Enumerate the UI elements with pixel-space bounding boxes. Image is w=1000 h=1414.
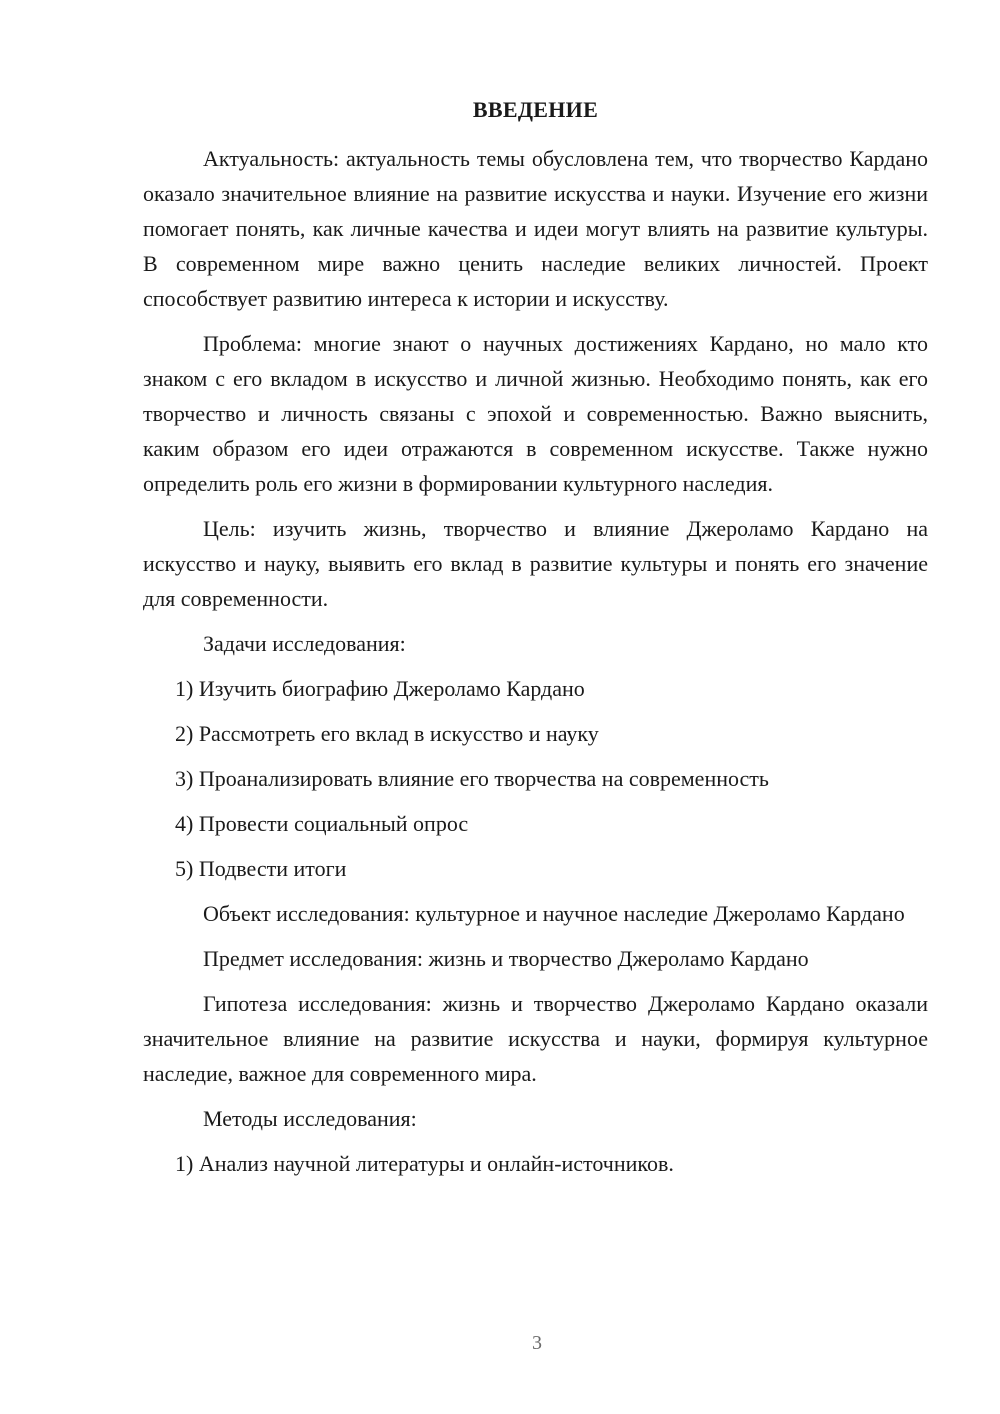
list-item: 4) Провести социальный опрос [175,811,469,836]
object-paragraph: Объект исследования: культурное и научное наследие Джероламо Кардано [203,901,905,926]
hypothesis-paragraph: Гипотеза исследования: жизнь и творчество Джероламо Кардано оказали значительное влияние на развитие искусства и науки, формируя культурное наследие, важное для современного мира. [143,991,928,1086]
tasks-label: Задачи исследования: [203,631,406,656]
section-heading: ВВЕДЕНИЕ [472,97,599,122]
list-item: 1) Изучить биографию Джероламо Кардано [175,676,585,701]
methods-list [143,1146,928,1181]
relevance-paragraph: Актуальность: актуальность темы обусловлена тем, что творчество Кардано оказало значительное влияние на развитие искусства и науки. Изучение его жизни помогает понять, как личные качества и идеи могут влиять на развитие культуры. В современном мире важно ценить наследие великих личностей. Проект способствует развитию интереса к истории и искусству. [143,146,928,311]
list-item: 1) Анализ научной литературы и онлайн-источников. [175,1151,674,1176]
list-item: 3) Проанализировать влияние его творчества на современность [175,766,769,791]
document-page [143,95,928,1191]
tasks-list [143,671,928,886]
subject-paragraph: Предмет исследования: жизнь и творчество Джероламо Кардано [203,946,809,971]
page-number: 3 [532,1332,542,1354]
goal-paragraph: Цель: изучить жизнь, творчество и влияние Джероламо Кардано на искусство и науку, выявить его вклад в развитие культуры и понять его значение для современности. [143,516,928,611]
list-item: 5) Подвести итоги [175,856,347,881]
methods-label: Методы исследования: [203,1106,417,1131]
list-item: 2) Рассмотреть его вклад в искусство и науку [175,721,599,746]
problem-paragraph: Проблема: многие знают о научных достижениях Кардано, но мало кто знаком с его вкладом в искусство и личной жизнью. Необходимо понять, как его творчество и личность связаны с эпохой и современностью. Важно выяснить, каким образом его идеи отражаются в современном искусстве. Также нужно определить роль его жизни в формировании культурного наследия. [143,331,928,496]
